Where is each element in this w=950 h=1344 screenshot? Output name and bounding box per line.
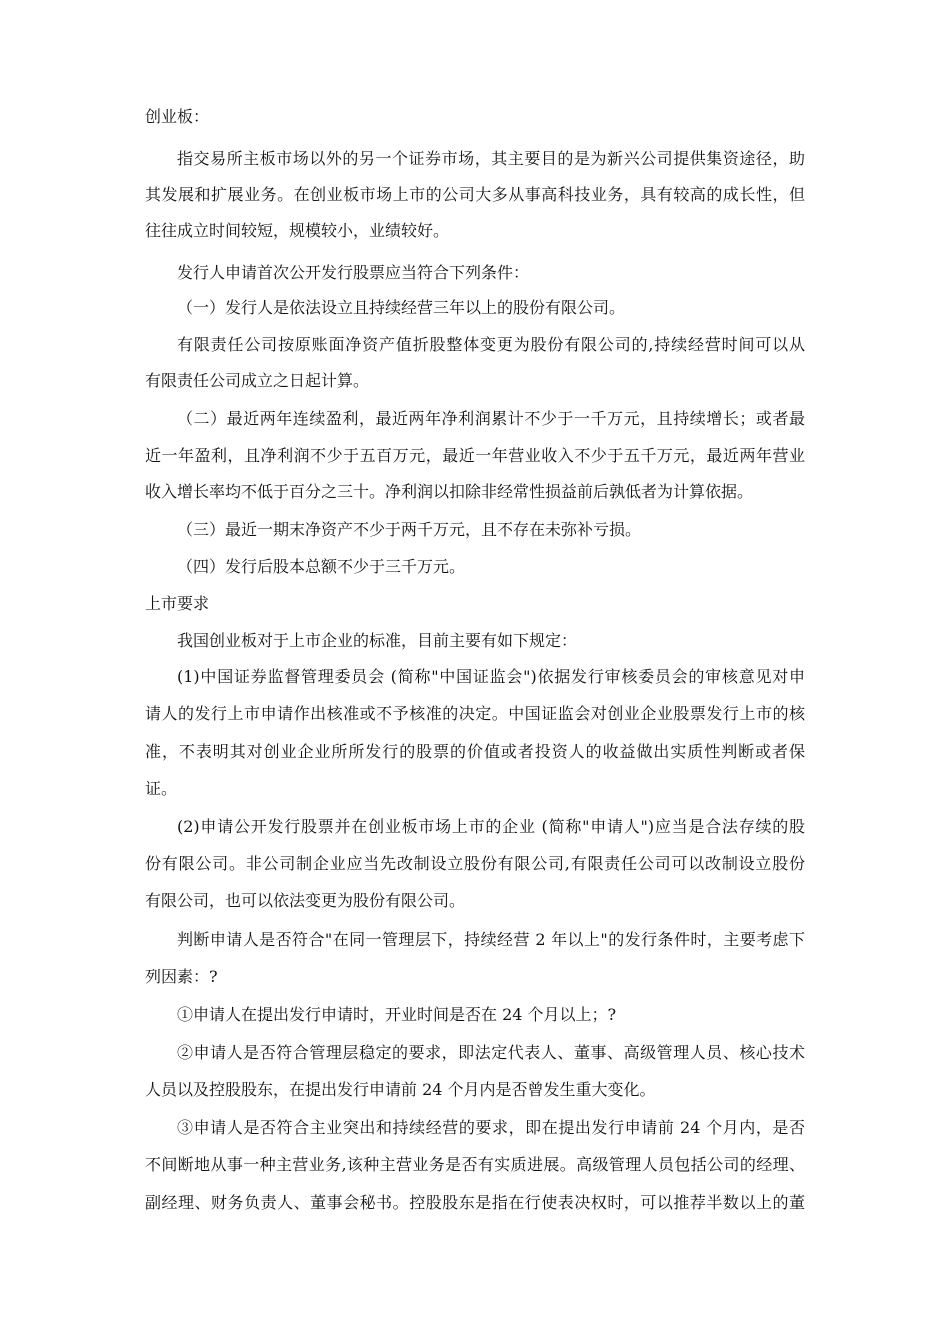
condition-item: 近一年盈利，且净利润不少于五百万元，最近一年营业收入不少于五千万元，最近两年营业	[145, 446, 805, 465]
factor-item: 不间断地从事一种主营业务,该种主营业务是否有实质进展。高级管理人员包括公司的经理、	[145, 1155, 805, 1174]
condition-item: （二）最近两年连续盈利，最近两年净利润累计不少于一千万元，且持续增长；或者最	[177, 409, 805, 428]
section-heading: 创业板：	[145, 107, 210, 126]
section-heading: 上市要求	[145, 594, 210, 613]
paragraph-line: 往往成立时间较短，规模较小，业绩较好。	[145, 221, 450, 240]
rule-item: 有限公司，也可以依法变更为股份有限公司。	[145, 891, 466, 910]
factor-item: 副经理、财务负责人、董事会秘书。控股股东是指在行使表决权时，可以推荐半数以上的董	[145, 1193, 805, 1212]
paragraph-line: 判断申请人是否符合"在同一管理层下，持续经营 2 年以上"的发行条件时，主要考虑下	[177, 930, 805, 949]
paragraph-line: 指交易所主板市场以外的另一个证券市场，其主要目的是为新兴公司提供集资途径，助	[177, 149, 805, 168]
rule-item: (2)申请公开发行股票并在创业板市场上市的企业 (简称"申请人")应当是合法存续的股	[177, 817, 805, 836]
paragraph-line: 有限责任公司成立之日起计算。	[145, 371, 370, 390]
paragraph-line: 有限责任公司按原账面净资产值折股整体变更为股份有限公司的,持续经营时间可以从	[177, 335, 805, 354]
factor-item: ②申请人是否符合管理层稳定的要求，即法定代表人、董事、高级管理人员、核心技术	[177, 1043, 805, 1062]
factor-item: 人员以及控股股东，在提出发行申请前 24 个月内是否曾发生重大变化。	[145, 1080, 656, 1099]
rule-item: 证。	[145, 779, 178, 798]
condition-item: 收入增长率均不低于百分之三十。净利润以扣除非经常性损益前后孰低者为计算依据。	[145, 482, 754, 501]
factor-item: ③申请人是否符合主业突出和持续经营的要求，即在提出发行申请前 24 个月内，是否	[177, 1118, 805, 1137]
condition-item: （一）发行人是依法设立且持续经营三年以上的股份有限公司。	[177, 298, 626, 317]
condition-item: （四）发行后股本总额不少于三千万元。	[177, 557, 466, 576]
rule-item: (1)中国证券监督管理委员会 (简称"中国证监会")依据发行审核委员会的审核意见对申	[177, 667, 805, 686]
rule-item: 份有限公司。非公司制企业应当先改制设立股份有限公司,有限责任公司可以改制设立股份	[145, 854, 805, 873]
paragraph-line: 列因素：?	[145, 967, 218, 986]
paragraph-line: 发行人申请首次公开发行股票应当符合下列条件：	[177, 263, 530, 282]
rule-item: 请人的发行上市申请作出核准或不予核准的决定。中国证监会对创业企业股票发行上市的核	[145, 704, 805, 723]
paragraph-line: 我国创业板对于上市企业的标准，目前主要有如下规定：	[177, 631, 578, 650]
rule-item: 准，不表明其对创业企业所所发行的股票的价值或者投资人的收益做出实质性判断或者保	[145, 742, 805, 761]
paragraph-line: 其发展和扩展业务。在创业板市场上市的公司大多从事高科技业务，具有较高的成长性，但	[145, 185, 805, 204]
factor-item: ①申请人在提出发行申请时，开业时间是否在 24 个月以上；?	[177, 1005, 617, 1024]
condition-item: （三）最近一期末净资产不少于两千万元，且不存在未弥补亏损。	[177, 520, 642, 539]
